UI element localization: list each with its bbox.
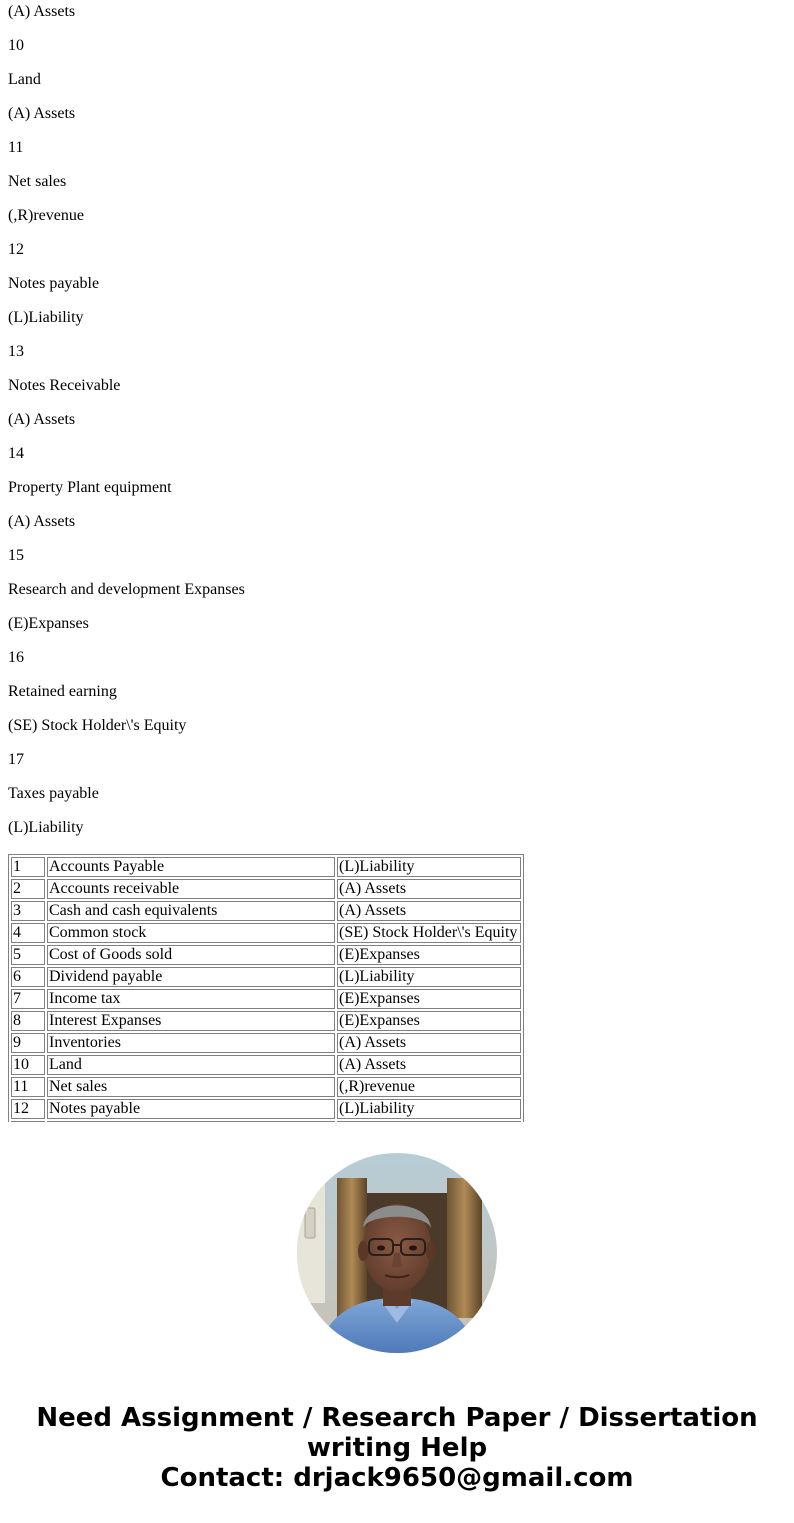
- table-row: [11, 989, 521, 1009]
- row-number: 3: [11, 901, 45, 921]
- answer-text-lines: [8, 0, 786, 850]
- account-name: Land: [47, 1055, 335, 1075]
- text-line: (A) Assets: [8, 105, 76, 122]
- account-name: Net sales: [47, 1077, 335, 1097]
- row-number: 7: [11, 989, 45, 1009]
- row-number: 1: [11, 857, 45, 877]
- account-name: Income tax: [47, 989, 335, 1009]
- text-line: (SE) Stock Holder\'s Equity: [8, 717, 187, 734]
- classification-table-container: [8, 854, 524, 1122]
- row-number: 6: [11, 967, 45, 987]
- text-line: 11: [8, 139, 24, 156]
- text-line: Taxes payable: [8, 785, 99, 802]
- text-line: Research and development Expanses: [8, 581, 245, 598]
- table-row: [11, 1121, 521, 1122]
- account-name: Cash and cash equivalents: [47, 901, 335, 921]
- account-category: (E)Expanses: [337, 989, 521, 1009]
- account-category: (L)Liability: [337, 857, 521, 877]
- account-name: Dividend payable: [47, 967, 335, 987]
- account-category: (A) Assets: [337, 1055, 521, 1075]
- text-line: (A) Assets: [8, 3, 76, 20]
- account-name: Common stock: [47, 923, 335, 943]
- account-category: (,R)revenue: [337, 1077, 521, 1097]
- table-row: [11, 879, 521, 899]
- text-line: (E)Expanses: [8, 615, 89, 632]
- contact-banner: [0, 1403, 794, 1493]
- text-line: Land: [8, 71, 41, 88]
- account-category: (E)Expanses: [337, 945, 521, 965]
- author-avatar: [297, 1153, 497, 1353]
- account-name: Accounts Payable: [47, 857, 335, 877]
- banner-line-2: writing Help: [306, 1433, 488, 1463]
- table-row: [11, 1011, 521, 1031]
- text-line: 14: [8, 445, 24, 462]
- account-category: (L)Liability: [337, 967, 521, 987]
- row-number: 10: [11, 1055, 45, 1075]
- account-category: (A) Assets: [337, 901, 521, 921]
- banner-contact-email[interactable]: Contact: drjack9650@gmail.com: [160, 1463, 634, 1493]
- text-line: 10: [8, 37, 24, 54]
- account-name: [47, 1121, 335, 1122]
- table-row: [11, 1099, 521, 1119]
- account-category: (E)Expanses: [337, 1011, 521, 1031]
- table-row: [11, 967, 521, 987]
- text-line: 16: [8, 649, 24, 666]
- classification-table: [8, 854, 524, 1122]
- account-name: Inventories: [47, 1033, 335, 1053]
- text-line: (,R)revenue: [8, 207, 84, 224]
- table-row: [11, 945, 521, 965]
- account-category: (A) Assets: [337, 1033, 521, 1053]
- text-line: 12: [8, 241, 24, 258]
- text-line: Property Plant equipment: [8, 479, 172, 496]
- row-number: [11, 1121, 45, 1122]
- text-line: Notes Receivable: [8, 377, 121, 394]
- table-row: [11, 923, 521, 943]
- account-category: (SE) Stock Holder\'s Equity: [337, 923, 521, 943]
- text-line: (A) Assets: [8, 513, 76, 530]
- row-number: 2: [11, 879, 45, 899]
- author-portrait-image: [297, 1153, 497, 1353]
- account-name: Interest Expanses: [47, 1011, 335, 1031]
- row-number: 8: [11, 1011, 45, 1031]
- text-line: Retained earning: [8, 683, 117, 700]
- row-number: 11: [11, 1077, 45, 1097]
- account-category: (L)Liability: [337, 1099, 521, 1119]
- row-number: 12: [11, 1099, 45, 1119]
- account-category: [337, 1121, 521, 1122]
- row-number: 5: [11, 945, 45, 965]
- banner-line-1: Need Assignment / Research Paper / Dissertation: [36, 1403, 758, 1433]
- row-number: 4: [11, 923, 45, 943]
- text-line: 17: [8, 751, 24, 768]
- text-line: (L)Liability: [8, 819, 84, 836]
- account-category: (A) Assets: [337, 879, 521, 899]
- account-name: Accounts receivable: [47, 879, 335, 899]
- text-line: (A) Assets: [8, 411, 76, 428]
- table-row: [11, 857, 521, 877]
- table-row: [11, 901, 521, 921]
- row-number: 9: [11, 1033, 45, 1053]
- table-row: [11, 1033, 521, 1053]
- text-line: 13: [8, 343, 24, 360]
- text-line: Net sales: [8, 173, 67, 190]
- account-name: Notes payable: [47, 1099, 335, 1119]
- table-row: [11, 1077, 521, 1097]
- table-row: [11, 1055, 521, 1075]
- text-line: (L)Liability: [8, 309, 84, 326]
- text-line: Notes payable: [8, 275, 100, 292]
- account-name: Cost of Goods sold: [47, 945, 335, 965]
- text-line: 15: [8, 547, 24, 564]
